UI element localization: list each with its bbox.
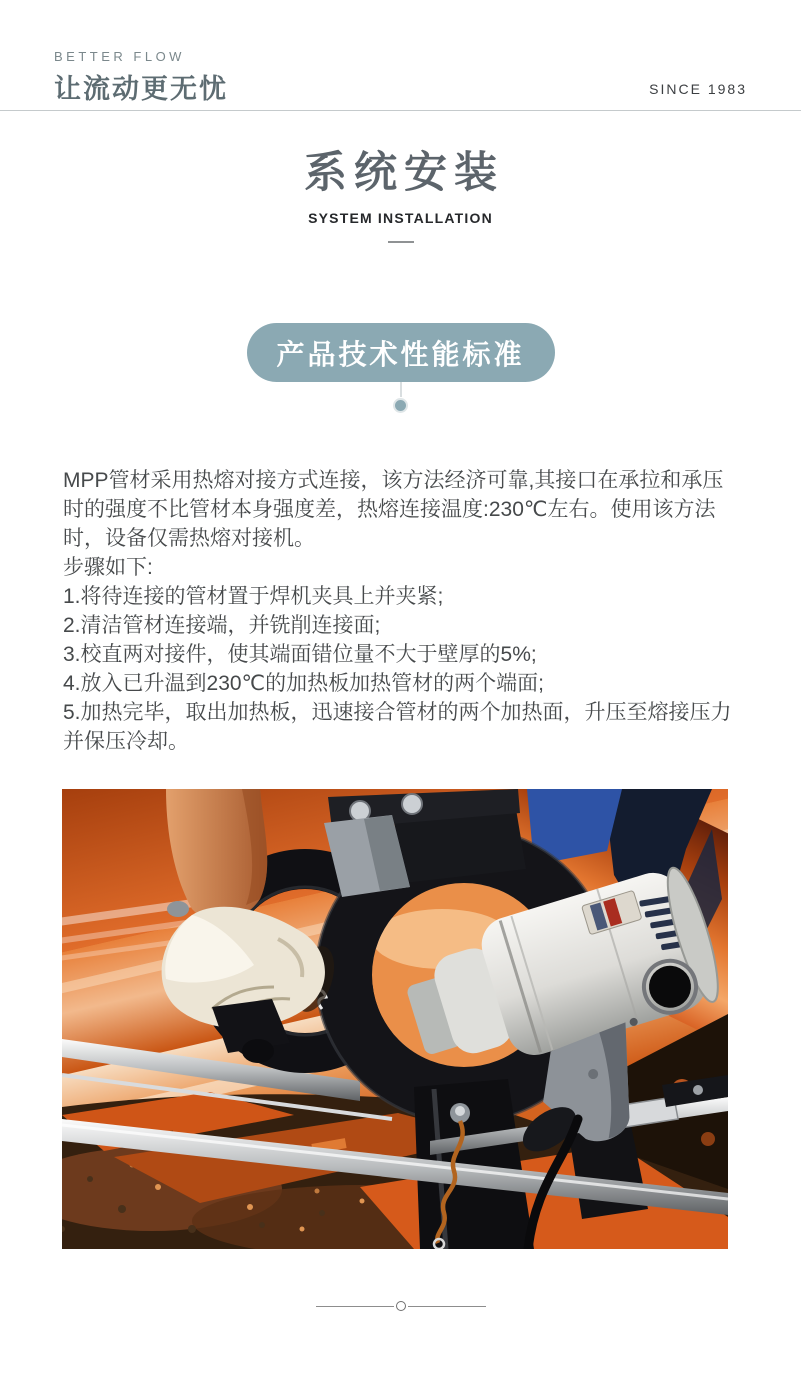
article-step-4: 4.放入已升温到230℃的加热板加热管材的两个端面; [63, 672, 544, 695]
installation-photo-graphic [62, 789, 728, 1249]
footer-divider-line-left [316, 1306, 394, 1307]
badge-connector-dot [393, 398, 408, 413]
article-step-3: 3.校直两对接件，使其端面错位量不大于壁厚的5%; [63, 643, 537, 666]
article-step-5: 5.加热完毕，取出加热板，迅速接合管材的两个加热面，升压至熔接压力并保压冷却。 [63, 701, 732, 753]
section-badge: 产品技术性能标准 [247, 323, 555, 382]
brand-logo [54, 49, 228, 110]
footer-divider [0, 1301, 801, 1311]
badge-block [0, 323, 801, 413]
page-subtitle: SYSTEM INSTALLATION [308, 210, 493, 226]
bracket-bolt [693, 1085, 703, 1095]
brand-logo-en: BETTER FLOW [54, 49, 185, 64]
article-intro: MPP管材采用热熔对接方式连接，该方法经济可靠,其接口在承拉和承压时的强度不比管材本身强度差，热熔连接温度:230℃左右。使用该方法时，设备仅需热熔对接机。 [63, 469, 724, 550]
article-step-1: 1.将待连接的管材置于焊机夹具上并夹紧; [63, 585, 444, 608]
footer-divider-line-right [408, 1306, 486, 1307]
page-header [0, 0, 801, 111]
article-steps-label: 步骤如下: [63, 556, 153, 579]
section-title-block [0, 150, 801, 243]
badge-connector-line [400, 382, 402, 397]
article-step-2: 2.清洁管材连接端，并铣削连接面; [63, 614, 381, 637]
brand-logo-cn: 让流动更无忧 [54, 74, 228, 104]
installation-photo [62, 789, 728, 1249]
article-text [63, 466, 738, 756]
title-dash-divider [388, 241, 414, 243]
debris-chip [701, 1132, 715, 1146]
brand-since-label: SINCE 1983 [649, 81, 747, 97]
page-title: 系统安装 [304, 149, 504, 197]
footer-divider-circle [396, 1301, 406, 1311]
